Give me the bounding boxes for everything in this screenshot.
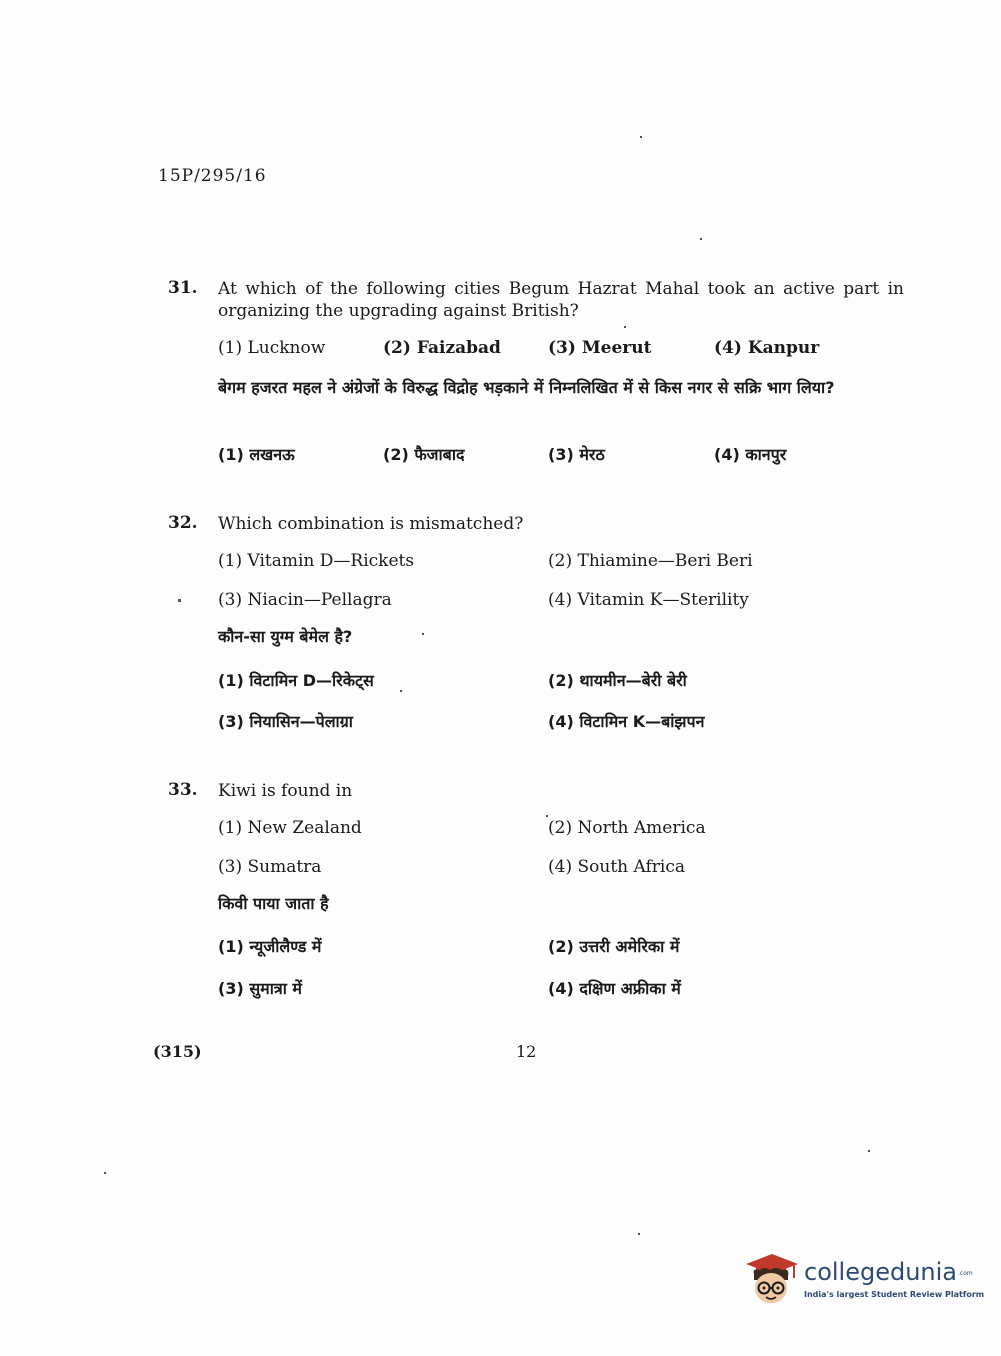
option-2-en: (2) Faizabad: [383, 338, 501, 358]
question-text-hi: कौन-सा युग्म बेमेल है?: [218, 627, 353, 646]
option-2-en: (2) North America: [548, 818, 706, 838]
option-3-en: (3) Niacin—Pellagra: [218, 590, 392, 610]
scan-speck: [640, 136, 642, 138]
question-text-hi: किवी पाया जाता है: [218, 894, 329, 913]
option-1-en: (1) Vitamin D—Rickets: [218, 551, 415, 571]
watermark-name: collegedunia: [804, 1258, 958, 1286]
option-1-hi: (1) न्यूजीलैण्ड में: [218, 937, 322, 956]
option-3-hi: (3) नियासिन—पेलाग्रा: [218, 712, 353, 731]
question-number: 32.: [168, 513, 198, 533]
scan-speck: [400, 690, 402, 692]
watermark-suffix: .com: [958, 1270, 973, 1277]
question-text-en: Kiwi is found in: [218, 781, 353, 801]
option-3-hi: (3) सुमात्रा में: [218, 979, 302, 998]
option-1-en: (1) New Zealand: [218, 818, 362, 838]
option-4-hi: (4) कानपुर: [714, 445, 787, 464]
option-3-en: (3) Sumatra: [218, 857, 322, 877]
option-2-hi: (2) थायमीन—बेरी बेरी: [548, 671, 687, 690]
option-1-hi: (1) विटामिन D—रिकेट्स: [218, 671, 374, 690]
option-1-en: (1) Lucknow: [218, 338, 326, 358]
student-mascot-icon: [742, 1250, 800, 1310]
option-4-hi: (4) विटामिन K—बांझपन: [548, 712, 705, 731]
scan-speck: [868, 1150, 870, 1152]
option-2-hi: (2) फैजाबाद: [383, 445, 465, 464]
question-text-hi: बेगम हजरत महल ने अंग्रेजों के विरुद्ध विद्रोह भड़काने में निम्नलिखित में से किस नगर से सक्रि भाग लिया?: [218, 378, 835, 397]
scan-speck: [624, 326, 626, 328]
scan-speck: [638, 1233, 640, 1235]
option-2-en: (2) Thiamine—Beri Beri: [548, 551, 753, 571]
option-3-hi: (3) मेरठ: [548, 445, 605, 464]
question-number: 33.: [168, 780, 198, 800]
scan-speck: [178, 599, 181, 602]
option-4-en: (4) Vitamin K—Sterility: [548, 590, 749, 610]
footer-code: (315): [153, 1042, 202, 1061]
scan-speck: [700, 238, 702, 240]
question-text-en: At which of the following cities Begum Hazrat Mahal took an active part in organizing the upgrading against British?: [218, 279, 904, 321]
option-4-en: (4) Kanpur: [714, 338, 820, 358]
paper-code: 15P/295/16: [158, 166, 267, 186]
scan-speck: [104, 1172, 106, 1174]
question-text-en: Which combination is mismatched?: [218, 514, 524, 534]
collegedunia-watermark: [742, 1250, 985, 1314]
page-number: 12: [516, 1042, 537, 1061]
option-3-en: (3) Meerut: [548, 338, 652, 358]
question-number: 31.: [168, 278, 198, 298]
watermark-tagline: India's largest Student Review Platform: [804, 1290, 985, 1299]
scan-speck: [422, 633, 424, 635]
scan-speck: [546, 815, 548, 817]
option-4-hi: (4) दक्षिण अफ्रीका में: [548, 979, 681, 998]
option-1-hi: (1) लखनऊ: [218, 445, 295, 464]
option-4-en: (4) South Africa: [548, 857, 685, 877]
option-2-hi: (2) उत्तरी अमेरिका में: [548, 937, 680, 956]
